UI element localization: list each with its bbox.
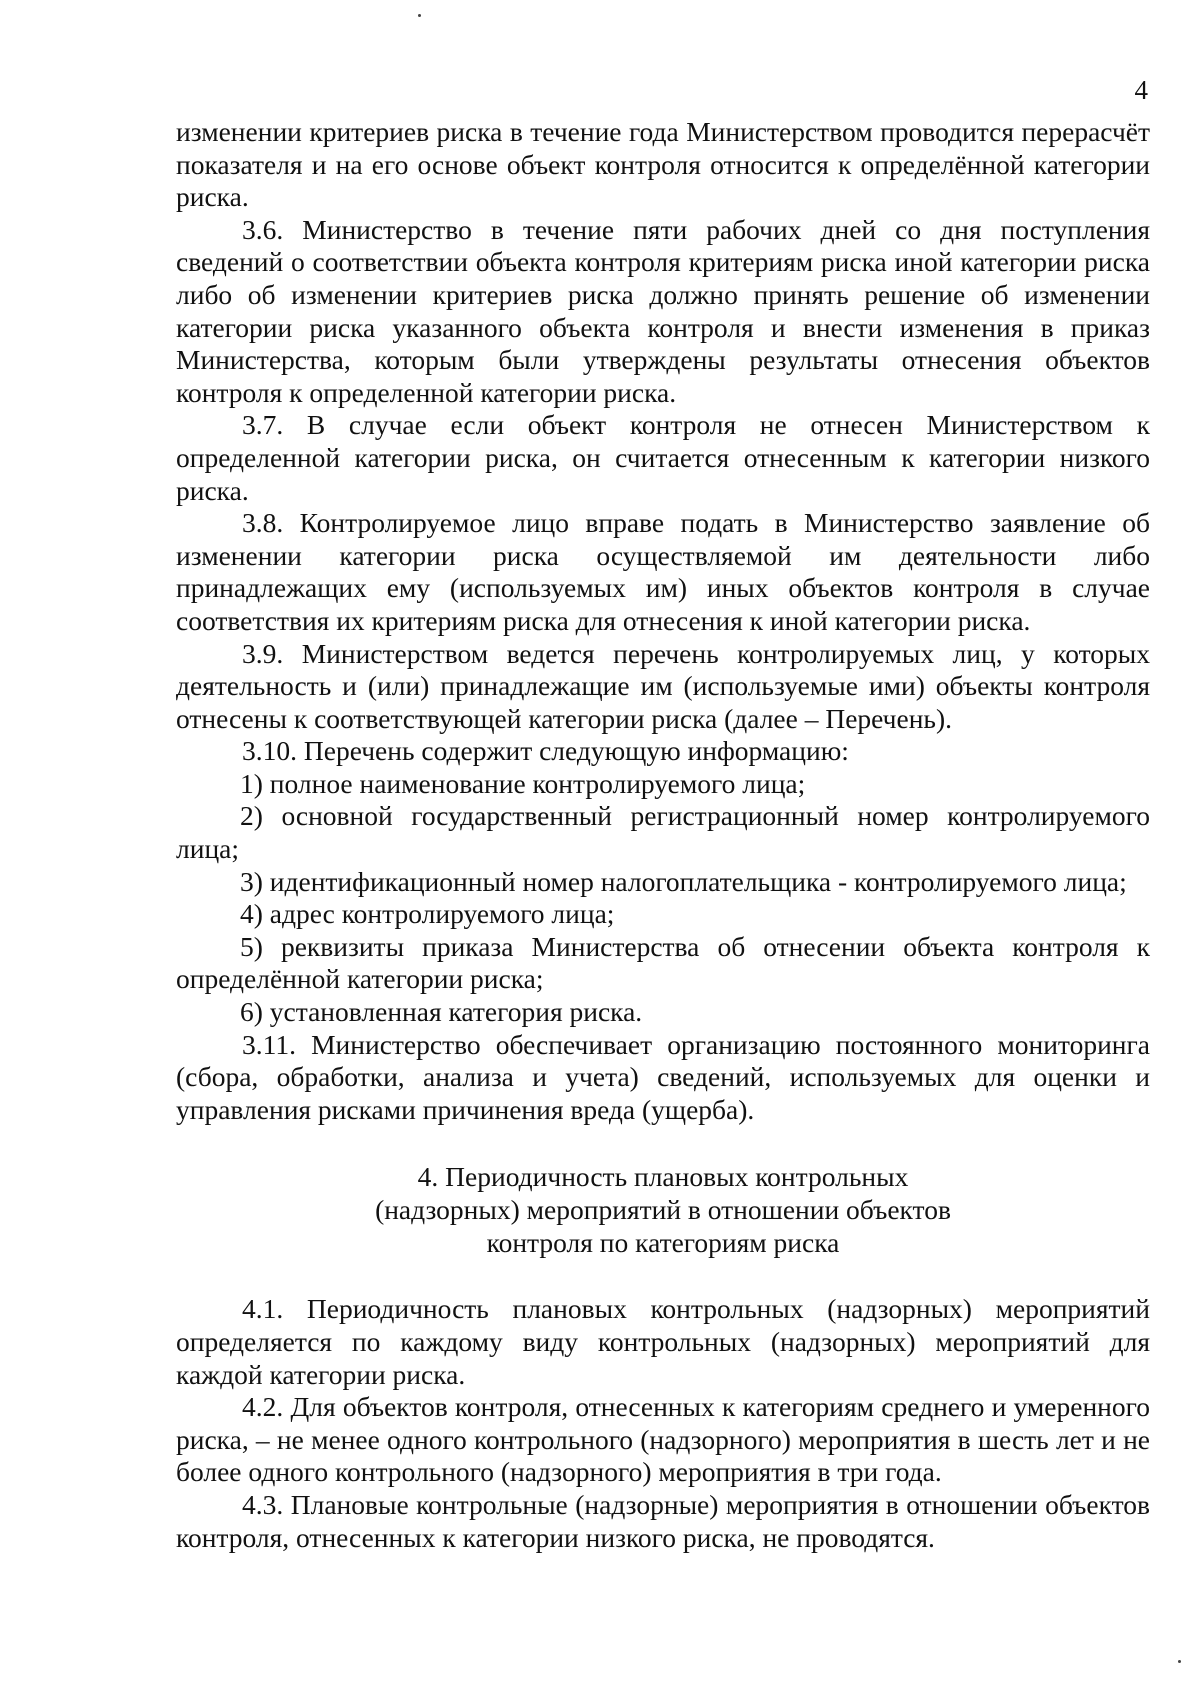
paragraph-3-7: 3.7. В случае если объект контроля не отнесен Министерством к определенной категории риска, он считается отнесенным к категории низкого риска. [176, 409, 1150, 506]
paragraph-continuation: изменении критериев риска в течение года Министерством проводится перерасчёт показателя и на его основе объект контроля относится к определённой категории риска. [176, 116, 1150, 213]
paragraph-3-11: 3.11. Министерство обеспечивает организацию постоянного мониторинга (сбора, обработки, анализа и учета) сведений, используемых для оценки и управления рисками причинения вреда (ущерба). [176, 1028, 1150, 1125]
scan-speck [418, 14, 421, 17]
list-item-1: 1) полное наименование контролируемого лица; [240, 767, 806, 799]
scan-speck [1178, 1660, 1181, 1663]
section-heading-line: контроля по категориям риска [486, 1227, 840, 1259]
section-heading-line: 4. Периодичность плановых контрольных [417, 1161, 909, 1193]
section-heading [176, 1160, 1150, 1259]
paragraph-3-10: 3.10. Перечень содержит следующую информацию: [242, 735, 849, 767]
page-number: 4 [1134, 75, 1148, 105]
section-heading-line: (надзорных) мероприятий в отношении объектов [375, 1194, 951, 1226]
list-item-4: 4) адрес контролируемого лица; [240, 898, 615, 930]
paragraph-3-9: 3.9. Министерством ведется перечень контролируемых лиц, у которых деятельность и (или) принадлежащие им (используемые ими) объекты контроля отнесены к соответствующей категории риска (далее – Перечень). [176, 637, 1150, 734]
document-body [176, 116, 1150, 1554]
paragraph-4-3: 4.3. Плановые контрольные (надзорные) мероприятия в отношении объектов контроля, отнесенных к категории низкого риска, не проводятся. [176, 1488, 1150, 1553]
list-item-3: 3) идентификационный номер налогоплательщика - контролируемого лица; [240, 865, 1127, 897]
list-item-5: 5) реквизиты приказа Министерства об отнесении объекта контроля к определённой категории риска; [176, 930, 1150, 995]
paragraph-4-2: 4.2. Для объектов контроля, отнесенных к категориям среднего и умеренного риска, – не менее одного контрольного (надзорного) мероприятия в шесть лет и не более одного контрольного (надзорного) мероприятия в три года. [176, 1391, 1150, 1488]
paragraph-3-6: 3.6. Министерство в течение пяти рабочих дней со дня поступления сведений о соответствии объекта контроля критериям риска иной категории риска либо об изменении критериев риска должно принять решение об изменении категории риска указанного объекта контроля и внести изменения в приказ Министерства, которым были утверждены результаты отнесения объектов контроля к определенной категории риска. [176, 213, 1150, 408]
list-item-2: 2) основной государственный регистрационный номер контролируемого лица; [176, 800, 1150, 865]
paragraph-4-1: 4.1. Периодичность плановых контрольных (надзорных) мероприятий определяется по каждому виду контрольных (надзорных) мероприятий для каждой категории риска. [176, 1293, 1150, 1390]
paragraph-3-8: 3.8. Контролируемое лицо вправе подать в Министерство заявление об изменении категории риска осуществляемой им деятельности либо принадлежащих ему (используемых им) иных объектов контроля в случае соответствия их критериям риска для отнесения к иной категории риска. [176, 507, 1150, 636]
list-item-6: 6) установленная категория риска. [240, 996, 643, 1028]
